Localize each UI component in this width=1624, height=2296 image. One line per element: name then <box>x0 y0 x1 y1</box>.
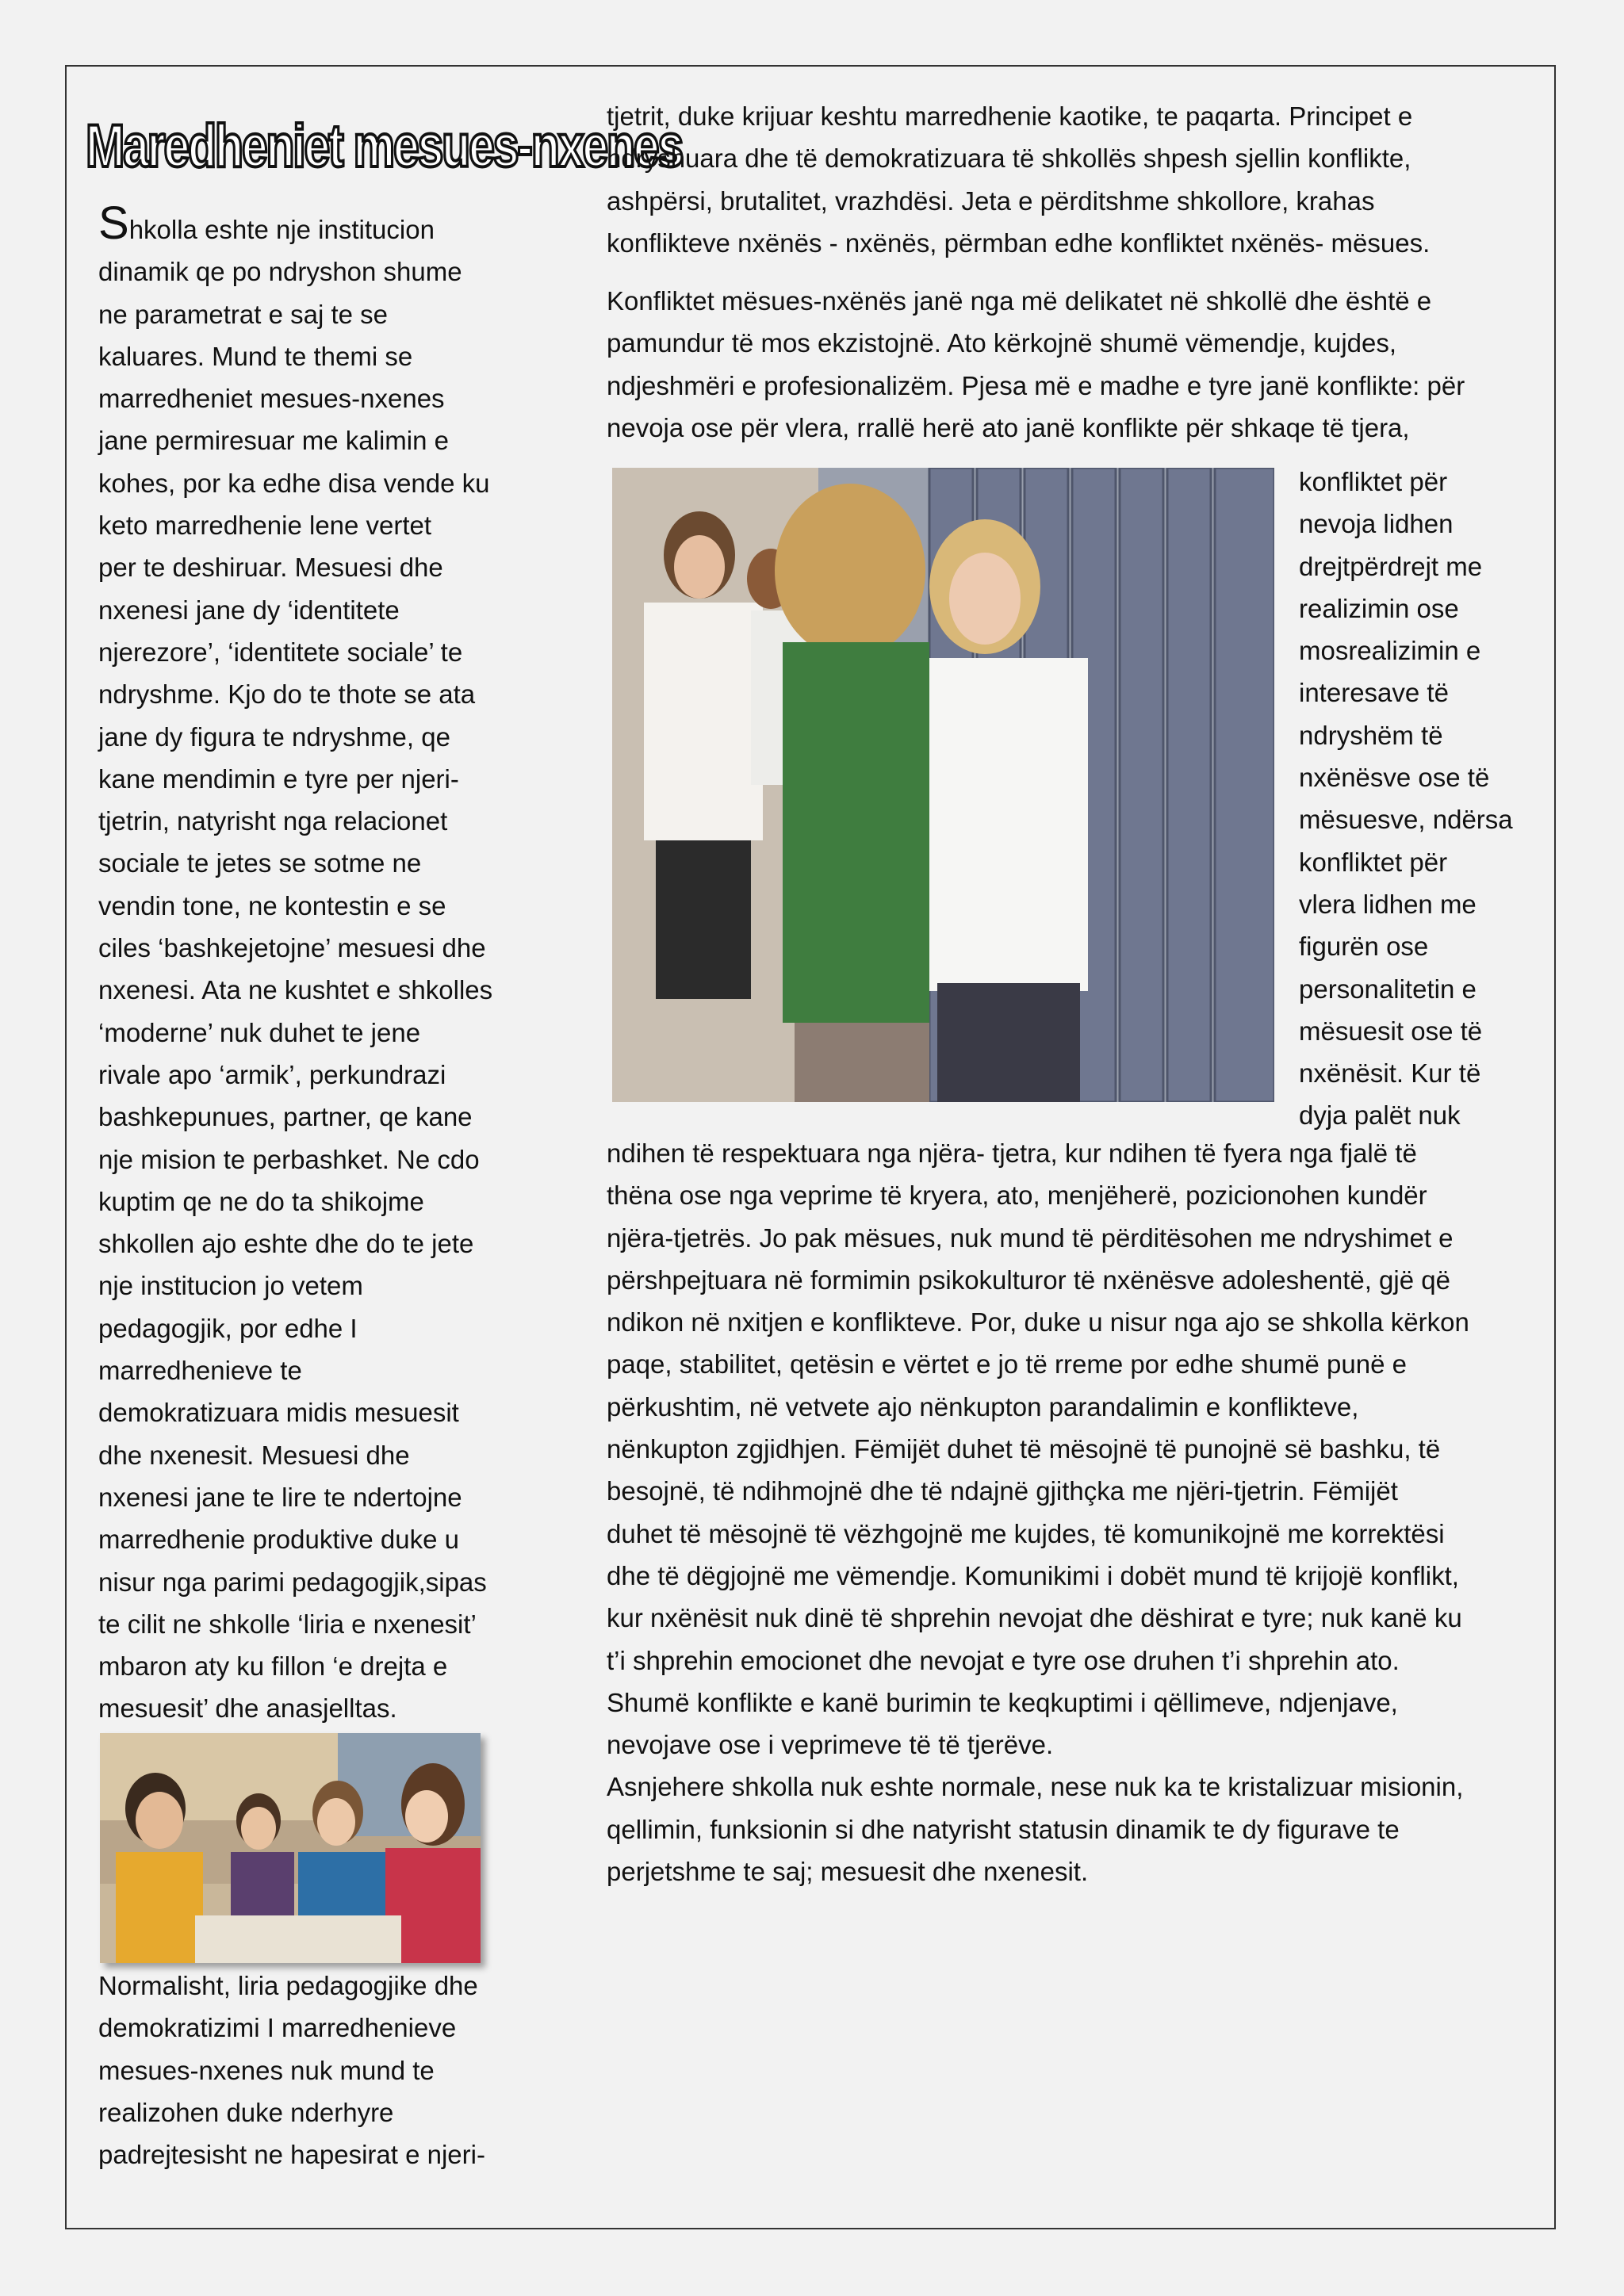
text-line: te cilit ne shkolle ‘liria e nxenesit’ <box>98 1609 477 1639</box>
text-line: nevojave ose i veprimeve të të tjerëve. <box>607 1730 1054 1760</box>
text-line: ndryshëm të <box>1299 720 1443 750</box>
text-line: ndryshuara dhe të demokratizuara të shkollës shpesh sjellin konflikte, <box>607 144 1411 174</box>
right-column-top-text <box>607 95 1519 449</box>
paragraph <box>607 280 1519 449</box>
text-line: nisur nga parimi pedagogjik,sipas <box>98 1567 487 1597</box>
text-line: realizohen duke nderhyre <box>98 2097 394 2127</box>
text-line: nxënësve ose të <box>1299 763 1490 793</box>
text-line: paqe, stabilitet, qetësin e vërtet e jo të rreme por edhe shumë punë e <box>607 1349 1407 1380</box>
text-line: per te deshiruar. Mesuesi dhe <box>98 553 443 583</box>
text-line: demokratizuara midis mesuesit <box>98 1398 459 1428</box>
text-line: nxenesi jane dy ‘identitete <box>98 595 400 625</box>
text-line: demokratizimi I marredhenieve <box>98 2013 457 2043</box>
text-line: besojnë, të ndihmojnë dhe të ndajnë gjithçka me njëri-tjetrin. Fëmijët <box>607 1476 1398 1506</box>
text-line: marredhenieve te <box>98 1356 302 1386</box>
text-line: ne parametrat e saj te se <box>98 299 389 329</box>
text-line: t’i shprehin emocionet dhe nevojat e tyre ose druhen t’i shprehin ato. <box>607 1645 1400 1675</box>
text-line: drejtpërdrejt me <box>1299 551 1483 581</box>
text-line: mbaron aty ku fillon ‘e drejta e <box>98 1651 448 1682</box>
text-line: perjetshme te saj; mesuesit dhe nxenesit. <box>607 1857 1089 1887</box>
text-line: nxenesi. Ata ne kushtet e shkolles <box>98 975 493 1005</box>
text-line: vlera lidhen me <box>1299 889 1477 919</box>
text-line: sociale te jetes se sotme ne <box>98 848 422 878</box>
text-line: mësuesit ose të <box>1299 1016 1483 1046</box>
text-line: personalitetin e <box>1299 974 1477 1004</box>
text-line: bashkepunues, partner, qe kane <box>98 1102 473 1132</box>
text-line: nje institucion jo vetem <box>98 1271 363 1301</box>
text-line: nënkupton zgjidhjen. Fëmijët duhet të mësojnë të punojnë së bashku, të <box>607 1434 1441 1464</box>
text-line: jane permiresuar me kalimin e <box>98 426 450 456</box>
text-line: ashpërsi, brutalitet, vrazhdësi. Jeta e përditshme shkollore, krahas <box>607 186 1375 216</box>
text-line: ‘moderne’ nuk duhet te jene <box>98 1017 421 1047</box>
text-line: vendin tone, ne kontestin e se <box>98 890 446 920</box>
text-line: ndikon në nxitjen e konflikteve. Por, duke u nisur nga ajo se shkolla kërkon <box>607 1307 1469 1337</box>
text-line: kaluares. Mund te themi se <box>98 341 413 371</box>
text-line: Konfliktet mësues-nxënës janë nga më delikatet në shkollë dhe është e <box>607 286 1432 316</box>
text-line: Shkolla eshte nje institucion <box>98 197 435 249</box>
text-line: Asnjehere shkolla nuk eshte normale, nese nuk ka te kristalizuar misionin, <box>607 1772 1464 1802</box>
text-line: përkushtim, në vetvete ajo nënkupton parandalimin e konflikteve, <box>607 1391 1359 1422</box>
text-line: njerezore’, ‘identitete sociale’ te <box>98 637 463 667</box>
text-line: kuptim qe ne do ta shikojme <box>98 1186 424 1216</box>
text-line: keto marredhenie lene vertet <box>98 511 432 541</box>
text-line: padrejtesisht ne hapesirat e njeri- <box>98 2140 485 2170</box>
text-line: qellimin, funksionin si dhe natyrisht statusin dinamik te dy figurave te <box>607 1814 1400 1844</box>
text-line: njëra-tjetrës. Jo pak mësues, nuk mund të përditësohen me ndryshimet e <box>607 1223 1454 1253</box>
text-line: nxenesi jane te lire te ndertojne <box>98 1482 462 1512</box>
text-line: ndryshme. Kjo do te thote se ata <box>98 679 476 710</box>
text-line: figurën ose <box>1299 932 1429 962</box>
text-line: mësuesve, ndërsa <box>1299 805 1513 835</box>
left-column-text <box>98 197 538 1730</box>
text-line: përshpejtuara në formimin psikokulturor të nxënësve adoleshentë, gjë që <box>607 1265 1450 1295</box>
text-line: nevoja ose për vlera, rrallë herë ato janë konflikte për shkaqe të tjera, <box>607 413 1410 443</box>
text-line: konflikteve nxënës - nxënës, përmban edhe konfliktet nxënës- mësues. <box>607 228 1431 258</box>
text-line: rivale apo ‘armik’, perkundrazi <box>98 1059 446 1089</box>
text-line: nje mision te perbashket. Ne cdo <box>98 1144 480 1174</box>
text-line: konfliktet për <box>1299 467 1448 496</box>
text-line: dhe nxenesit. Mesuesi dhe <box>98 1440 410 1470</box>
text-line: thëna ose nga veprime të kryera, ato, menjëherë, pozicionohen kundër <box>607 1181 1427 1211</box>
right-column-bottom-text <box>607 1132 1526 1892</box>
text-line: tjetrin, natyrisht nga relacionet <box>98 806 448 836</box>
paragraph <box>607 95 1519 264</box>
text-line: realizimin ose <box>1299 593 1459 623</box>
text-line: kur nxënësit nuk dinë të shprehin nevojat dhe dëshirat e tyre; nuk kanë ku <box>607 1603 1462 1633</box>
text-line: pedagogjik, por edhe I <box>98 1313 358 1343</box>
text-line: ndjeshmëri e profesionalizëm. Pjesa më e madhe e tyre janë konflikte: për <box>607 370 1465 400</box>
text-line: kane mendimin e tyre per njeri- <box>98 763 459 794</box>
text-line: shkollen ajo eshte dhe do te jete <box>98 1229 474 1259</box>
text-line: pamundur të mos ekzistojnë. Ato kërkojnë shumë vëmendje, kujdes, <box>607 328 1397 358</box>
text-line: ciles ‘bashkejetojne’ mesuesi dhe <box>98 933 486 963</box>
text-line: mesues-nxenes nuk mund te <box>98 2055 435 2085</box>
conflict-photo <box>612 468 1274 1102</box>
text-line: kohes, por ka edhe disa vende ku <box>98 468 490 498</box>
drop-cap: S <box>98 197 129 249</box>
text-line: nxënësit. Kur të <box>1299 1058 1481 1089</box>
text-line: mesuesit’ dhe anasjelltas. <box>98 1693 397 1724</box>
article-title: Maredheniet mesues-nxenes <box>86 113 682 180</box>
text-line: marredhenie produktive duke u <box>98 1525 459 1555</box>
left-column-bottom-text <box>98 1965 558 2175</box>
text-line: duhet të mësojnë të vëzhgojnë me kujdes, të komunikojnë me korrektësi <box>607 1518 1445 1548</box>
text-line: Shumë konflikte e kanë burimin te keqkuptimi i qëllimeve, ndjenjave, <box>607 1687 1398 1717</box>
text-line: konfliktet për <box>1299 847 1448 877</box>
classroom-photo <box>100 1733 481 1963</box>
text-line: mosrealizimin e <box>1299 636 1481 666</box>
text-line: dinamik qe po ndryshon shume <box>98 257 462 287</box>
text-line: marredheniet mesues-nxenes <box>98 384 445 414</box>
text-line: dhe të dëgjojnë me vëmendje. Komunikimi i dobët mund të krijojë konflikt, <box>607 1560 1459 1590</box>
text-line: jane dy figura te ndryshme, qe <box>98 721 450 752</box>
text-line: ndihen të respektuara nga njëra- tjetra, kur ndihen të fyera nga fjalë të <box>607 1138 1417 1168</box>
text-line: nevoja lidhen <box>1299 509 1454 539</box>
right-column-side-text <box>1299 461 1529 1137</box>
text-line: dyja palët nuk <box>1299 1100 1461 1131</box>
text-line: Normalisht, liria pedagogjike dhe <box>98 1971 478 2000</box>
text-line: interesave të <box>1299 678 1449 708</box>
text-line: tjetrit, duke krijuar keshtu marredhenie kaotike, te paqarta. Principet e <box>607 101 1413 131</box>
